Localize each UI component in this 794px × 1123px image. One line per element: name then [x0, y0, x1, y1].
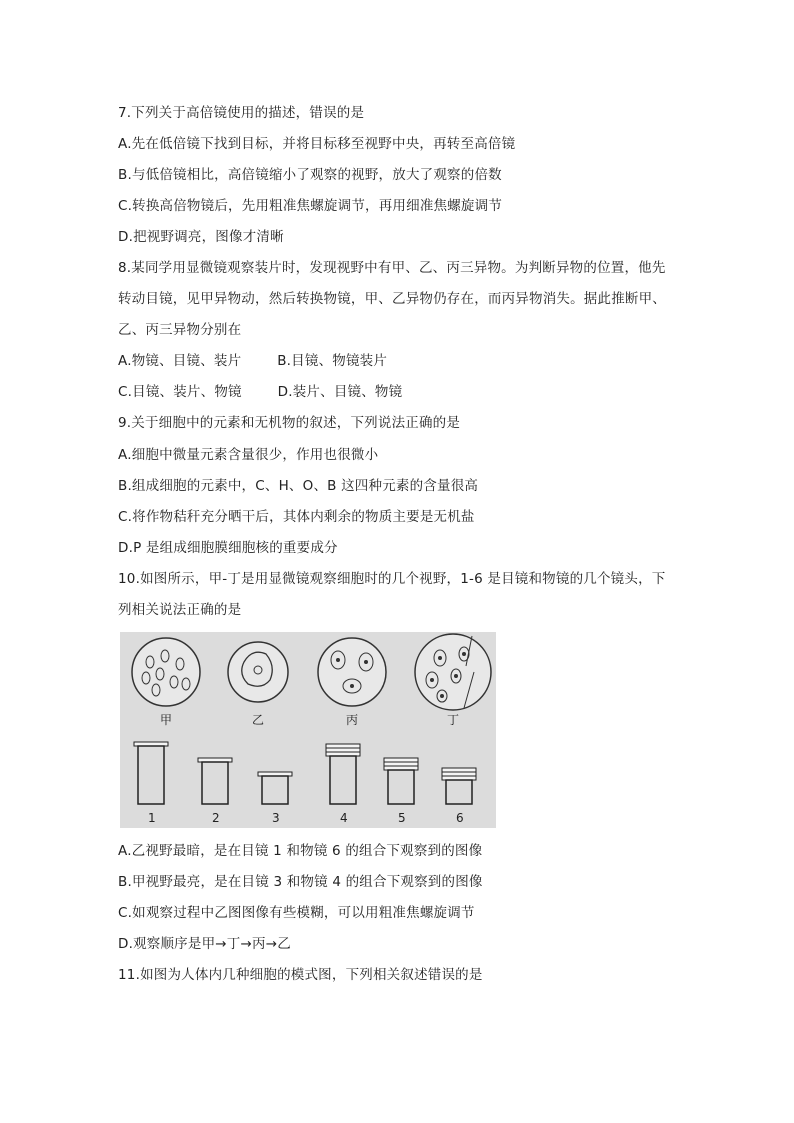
lens-5: [384, 758, 418, 804]
lens-label-6: 6: [456, 811, 464, 825]
question-11-stem: 11.如图为人体内几种细胞的模式图，下列相关叙述错误的是: [118, 967, 483, 983]
view-label-yi: 乙: [252, 713, 265, 727]
lens-label-5: 5: [398, 811, 406, 825]
question-8-options-ab: A.物镜、目镜、装片 B.目镜、物镜装片: [118, 353, 388, 369]
question-7-option-b: B.与低倍镜相比，高倍镜缩小了观察的视野，放大了观察的倍数: [118, 167, 502, 183]
question-8-stem-line-1: 8.某同学用显微镜观察装片时，发现视野中有甲、乙、丙三异物。为判断异物的位置，他先: [118, 260, 666, 276]
question-9-option-b: B.组成细胞的元素中，C、H、O、B 这四种元素的含量很高: [118, 478, 479, 494]
question-9-stem: 9.关于细胞中的元素和无机物的叙述，下列说法正确的是: [118, 415, 461, 431]
view-label-ding: 丁: [447, 713, 460, 727]
view-label-bing: 丙: [346, 713, 359, 727]
lens-label-4: 4: [340, 811, 348, 825]
lens-1: [134, 742, 168, 804]
question-7-stem: 7.下列关于高倍镜使用的描述，错误的是: [118, 105, 365, 121]
lens-label-1: 1: [148, 811, 156, 825]
lens-2: [198, 758, 232, 804]
question-8-stem-line-2: 转动目镜，见甲异物动，然后转换物镜，甲、乙异物仍存在，而丙异物消失。据此推断甲、: [118, 291, 666, 307]
question-10-option-d: D.观察顺序是甲→丁→丙→乙: [118, 936, 291, 952]
lens-4: [326, 744, 360, 804]
question-9-option-c: C.将作物秸秆充分晒干后，其体内剩余的物质主要是无机盐: [118, 509, 475, 525]
view-jia-circle: [132, 638, 200, 706]
view-bing-circle: [318, 638, 386, 706]
question-8-options-cd: C.目镜、装片、物镜 D.装片、目镜、物镜: [118, 384, 403, 400]
view-label-jia: 甲: [160, 713, 173, 727]
question-10-stem-line-1: 10.如图所示，甲-丁是用显微镜观察细胞时的几个视野，1-6 是目镜和物镜的几个镜头，下: [118, 571, 666, 587]
question-10-option-c: C.如观察过程中乙图图像有些模糊，可以用粗准焦螺旋调节: [118, 905, 475, 921]
question-9-option-a: A.细胞中微量元素含量很少，作用也很微小: [118, 447, 379, 463]
question-7-option-c: C.转换高倍物镜后，先用粗准焦螺旋调节，再用细准焦螺旋调节: [118, 198, 503, 214]
view-yi-circle: [228, 642, 288, 702]
question-7-option-d: D.把视野调亮，图像才清晰: [118, 229, 284, 245]
microscope-figure: [120, 632, 496, 828]
lens-label-2: 2: [212, 811, 220, 825]
lens-label-3: 3: [272, 811, 280, 825]
question-10-stem-line-2: 列相关说法正确的是: [118, 602, 242, 618]
lens-3: [258, 772, 292, 804]
question-10-option-a: A.乙视野最暗，是在目镜 1 和物镜 6 的组合下观察到的图像: [118, 843, 483, 859]
question-9-option-d: D.P 是组成细胞膜细胞核的重要成分: [118, 540, 338, 556]
question-10-option-b: B.甲视野最亮，是在目镜 3 和物镜 4 的组合下观察到的图像: [118, 874, 483, 890]
question-7-option-a: A.先在低倍镜下找到目标，并将目标移至视野中央，再转至高倍镜: [118, 136, 516, 152]
lens-6: [442, 768, 476, 804]
view-ding-circle: [415, 634, 491, 710]
microscope-figure-svg: [120, 632, 496, 828]
question-8-stem-line-3: 乙、丙三异物分别在: [118, 322, 242, 338]
